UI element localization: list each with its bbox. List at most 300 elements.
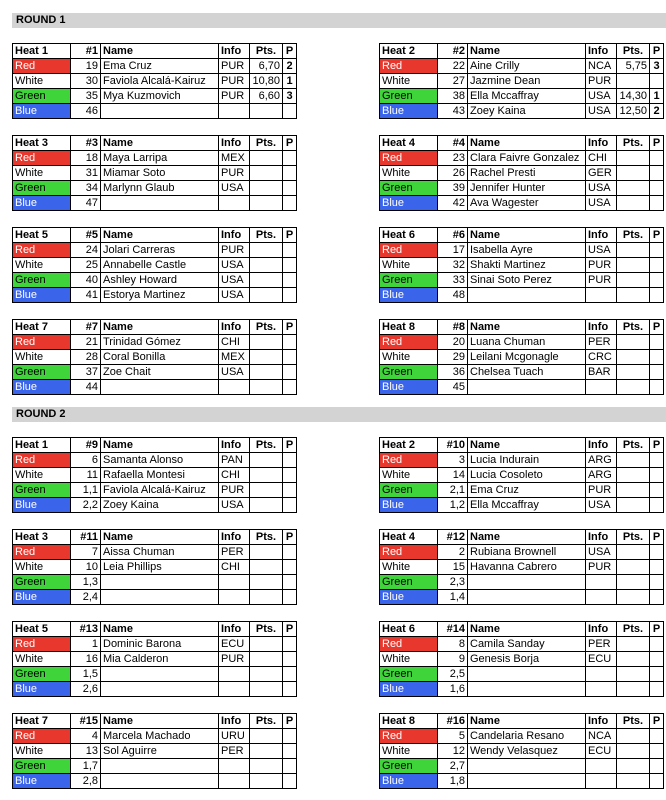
table-row bbox=[380, 483, 664, 498]
surfer-country: PER bbox=[586, 335, 617, 350]
surfer-name: Dominic Barona bbox=[101, 637, 219, 652]
surfer-name: Rachel Presti bbox=[468, 166, 586, 181]
jersey-color: White bbox=[13, 560, 71, 575]
jersey-color: Blue bbox=[13, 380, 71, 395]
surfer-place: 3 bbox=[283, 89, 297, 104]
jersey-color: Red bbox=[13, 729, 71, 744]
jersey-color: Green bbox=[13, 575, 71, 590]
surfer-name: Aissa Chuman bbox=[101, 545, 219, 560]
surfer-place bbox=[650, 637, 664, 652]
jersey-color: Red bbox=[380, 59, 438, 74]
table-row bbox=[13, 89, 297, 104]
surfer-points bbox=[250, 196, 283, 211]
surfer-name: Trinidad Gómez bbox=[101, 335, 219, 350]
info-header: Info bbox=[586, 622, 617, 637]
surfer-number: 2,8 bbox=[71, 774, 101, 789]
table-row bbox=[380, 590, 664, 605]
info-header: Info bbox=[586, 714, 617, 729]
surfer-points bbox=[250, 498, 283, 513]
points-header: Pts. bbox=[250, 530, 283, 545]
surfer-number: 1,6 bbox=[438, 682, 468, 697]
surfer-name: Zoey Kaina bbox=[468, 104, 586, 119]
surfer-points bbox=[617, 468, 650, 483]
surfer-country: PUR bbox=[586, 560, 617, 575]
surfer-number: 41 bbox=[71, 288, 101, 303]
surfer-points bbox=[250, 335, 283, 350]
surfer-number: 2,6 bbox=[71, 682, 101, 697]
surfer-points bbox=[617, 637, 650, 652]
surfer-country: ARG bbox=[586, 453, 617, 468]
surfer-points bbox=[617, 335, 650, 350]
surfer-country: USA bbox=[219, 273, 250, 288]
table-row bbox=[13, 652, 297, 667]
surfer-points bbox=[250, 243, 283, 258]
surfer-country: GER bbox=[586, 166, 617, 181]
surfer-country: USA bbox=[586, 89, 617, 104]
heat-label: Heat 2 bbox=[380, 44, 438, 59]
surfer-number: 43 bbox=[438, 104, 468, 119]
jersey-color: Green bbox=[13, 759, 71, 774]
table-row bbox=[13, 380, 297, 395]
jersey-color: White bbox=[13, 258, 71, 273]
surfer-name: Annabelle Castle bbox=[101, 258, 219, 273]
heat-number: #4 bbox=[438, 136, 468, 151]
surfer-number: 2,5 bbox=[438, 667, 468, 682]
surfer-place bbox=[650, 774, 664, 789]
surfer-number: 39 bbox=[438, 181, 468, 196]
surfer-country: BAR bbox=[586, 365, 617, 380]
heat-label: Heat 3 bbox=[13, 530, 71, 545]
surfer-place bbox=[650, 151, 664, 166]
surfer-name: Marlynn Glaub bbox=[101, 181, 219, 196]
surfer-place bbox=[283, 667, 297, 682]
place-header: P bbox=[650, 136, 664, 151]
heat-header-row bbox=[13, 136, 297, 151]
surfer-name: Zoe Chait bbox=[101, 365, 219, 380]
surfer-country: PUR bbox=[219, 166, 250, 181]
heat-header-row bbox=[13, 530, 297, 545]
surfer-points bbox=[250, 166, 283, 181]
jersey-color: Red bbox=[13, 243, 71, 258]
surfer-points bbox=[617, 166, 650, 181]
surfer-place bbox=[650, 560, 664, 575]
surfer-points bbox=[250, 682, 283, 697]
heat-label: Heat 6 bbox=[380, 622, 438, 637]
heat-table bbox=[12, 227, 297, 303]
surfer-points: 6,70 bbox=[250, 59, 283, 74]
info-header: Info bbox=[219, 622, 250, 637]
surfer-points bbox=[250, 545, 283, 560]
surfer-name: Lucia Cosoleto bbox=[468, 468, 586, 483]
surfer-number: 24 bbox=[71, 243, 101, 258]
place-header: P bbox=[650, 320, 664, 335]
surfer-place bbox=[650, 759, 664, 774]
heat-table bbox=[12, 43, 297, 119]
surfer-number: 3 bbox=[438, 453, 468, 468]
jersey-color: Green bbox=[13, 365, 71, 380]
jersey-color: White bbox=[380, 74, 438, 89]
jersey-color: Green bbox=[13, 89, 71, 104]
surfer-place bbox=[283, 483, 297, 498]
surfer-country: USA bbox=[586, 104, 617, 119]
surfer-country bbox=[219, 759, 250, 774]
surfer-number: 40 bbox=[71, 273, 101, 288]
points-header: Pts. bbox=[617, 320, 650, 335]
surfer-number: 23 bbox=[438, 151, 468, 166]
surfer-number: 34 bbox=[71, 181, 101, 196]
jersey-color: Green bbox=[380, 181, 438, 196]
table-row bbox=[380, 652, 664, 667]
surfer-name bbox=[101, 682, 219, 697]
heat-label: Heat 1 bbox=[13, 438, 71, 453]
info-header: Info bbox=[219, 320, 250, 335]
jersey-color: Blue bbox=[380, 682, 438, 697]
surfer-number: 28 bbox=[71, 350, 101, 365]
surfer-points bbox=[617, 759, 650, 774]
surfer-number: 38 bbox=[438, 89, 468, 104]
surfer-country: PUR bbox=[219, 74, 250, 89]
surfer-points bbox=[250, 468, 283, 483]
table-row bbox=[380, 89, 664, 104]
table-row bbox=[13, 468, 297, 483]
points-header: Pts. bbox=[617, 44, 650, 59]
name-header: Name bbox=[101, 530, 219, 545]
surfer-name: Coral Bonilla bbox=[101, 350, 219, 365]
surfer-points: 10,80 bbox=[250, 74, 283, 89]
surfer-name: Ava Wagester bbox=[468, 196, 586, 211]
surfer-points bbox=[617, 151, 650, 166]
surfer-points bbox=[617, 380, 650, 395]
surfer-place bbox=[283, 166, 297, 181]
surfer-country: PAN bbox=[219, 453, 250, 468]
jersey-color: Green bbox=[380, 365, 438, 380]
surfer-points bbox=[250, 350, 283, 365]
surfer-name bbox=[468, 288, 586, 303]
table-row bbox=[13, 288, 297, 303]
surfer-number: 2,3 bbox=[438, 575, 468, 590]
surfer-number: 2,1 bbox=[438, 483, 468, 498]
heat-table bbox=[12, 713, 297, 789]
surfer-points bbox=[250, 273, 283, 288]
table-row bbox=[380, 759, 664, 774]
surfer-name: Leia Phillips bbox=[101, 560, 219, 575]
surfer-country bbox=[219, 196, 250, 211]
surfer-name bbox=[468, 759, 586, 774]
surfer-place bbox=[283, 652, 297, 667]
surfer-country: PUR bbox=[219, 89, 250, 104]
surfer-country: CRC bbox=[586, 350, 617, 365]
jersey-color: Blue bbox=[13, 682, 71, 697]
heat-number: #2 bbox=[438, 44, 468, 59]
heat-label: Heat 8 bbox=[380, 714, 438, 729]
heat-label: Heat 5 bbox=[13, 228, 71, 243]
surfer-place bbox=[650, 744, 664, 759]
surfer-name: Aine Crilly bbox=[468, 59, 586, 74]
surfer-number: 27 bbox=[438, 74, 468, 89]
name-header: Name bbox=[101, 622, 219, 637]
surfer-name: Shakti Martinez bbox=[468, 258, 586, 273]
surfer-name: Ella Mccaffray bbox=[468, 89, 586, 104]
jersey-color: Red bbox=[13, 335, 71, 350]
table-row bbox=[380, 682, 664, 697]
surfer-country: USA bbox=[219, 181, 250, 196]
heat-number: #15 bbox=[71, 714, 101, 729]
table-row bbox=[380, 151, 664, 166]
heat-header-row bbox=[380, 530, 664, 545]
heat-header-row bbox=[13, 714, 297, 729]
surfer-number: 11 bbox=[71, 468, 101, 483]
table-row bbox=[13, 350, 297, 365]
jersey-color: Red bbox=[380, 545, 438, 560]
heat-table bbox=[379, 529, 664, 605]
surfer-number: 46 bbox=[71, 104, 101, 119]
surfer-name: Camila Sanday bbox=[468, 637, 586, 652]
table-row bbox=[13, 637, 297, 652]
name-header: Name bbox=[101, 714, 219, 729]
surfer-number: 1,4 bbox=[438, 590, 468, 605]
surfer-name bbox=[101, 667, 219, 682]
heat-label: Heat 7 bbox=[13, 320, 71, 335]
jersey-color: White bbox=[13, 468, 71, 483]
surfer-points bbox=[250, 104, 283, 119]
table-row bbox=[13, 453, 297, 468]
surfer-points bbox=[617, 181, 650, 196]
table-row bbox=[380, 166, 664, 181]
surfer-place bbox=[650, 468, 664, 483]
surfer-country: CHI bbox=[219, 560, 250, 575]
surfer-country: PUR bbox=[586, 74, 617, 89]
table-row bbox=[380, 575, 664, 590]
jersey-color: Red bbox=[380, 729, 438, 744]
surfer-country: PUR bbox=[586, 258, 617, 273]
table-row bbox=[13, 483, 297, 498]
heat-number: #16 bbox=[438, 714, 468, 729]
jersey-color: Blue bbox=[13, 196, 71, 211]
table-row bbox=[380, 243, 664, 258]
name-header: Name bbox=[468, 136, 586, 151]
surfer-country: PER bbox=[586, 637, 617, 652]
table-row bbox=[13, 498, 297, 513]
table-row bbox=[380, 365, 664, 380]
surfer-points bbox=[250, 667, 283, 682]
surfer-country bbox=[586, 682, 617, 697]
surfer-name: Chelsea Tuach bbox=[468, 365, 586, 380]
surfer-place bbox=[650, 288, 664, 303]
surfer-number: 1 bbox=[71, 637, 101, 652]
surfer-name: Ema Cruz bbox=[101, 59, 219, 74]
heat-number: #1 bbox=[71, 44, 101, 59]
surfer-place bbox=[283, 350, 297, 365]
surfer-number: 4 bbox=[71, 729, 101, 744]
surfer-number: 13 bbox=[71, 744, 101, 759]
surfer-place bbox=[650, 243, 664, 258]
surfer-points bbox=[617, 560, 650, 575]
surfer-name: Isabella Ayre bbox=[468, 243, 586, 258]
jersey-color: White bbox=[380, 350, 438, 365]
surfer-place bbox=[283, 468, 297, 483]
table-row bbox=[13, 682, 297, 697]
surfer-name bbox=[468, 682, 586, 697]
surfer-name: Lucia Indurain bbox=[468, 453, 586, 468]
place-header: P bbox=[650, 530, 664, 545]
heat-label: Heat 8 bbox=[380, 320, 438, 335]
surfer-name: Maya Larripa bbox=[101, 151, 219, 166]
surfer-country: ARG bbox=[586, 468, 617, 483]
surfer-number: 22 bbox=[438, 59, 468, 74]
surfer-country: USA bbox=[586, 545, 617, 560]
surfer-country: PUR bbox=[219, 59, 250, 74]
place-header: P bbox=[650, 714, 664, 729]
jersey-color: Green bbox=[380, 483, 438, 498]
table-row bbox=[13, 166, 297, 181]
surfer-place bbox=[283, 744, 297, 759]
surfer-place bbox=[650, 74, 664, 89]
place-header: P bbox=[283, 320, 297, 335]
table-row bbox=[380, 774, 664, 789]
surfer-points bbox=[617, 273, 650, 288]
surfer-place bbox=[650, 545, 664, 560]
surfer-number: 30 bbox=[71, 74, 101, 89]
table-row bbox=[380, 545, 664, 560]
surfer-place bbox=[650, 196, 664, 211]
surfer-number: 1,3 bbox=[71, 575, 101, 590]
surfer-country: NCA bbox=[586, 59, 617, 74]
table-row bbox=[13, 74, 297, 89]
table-row bbox=[380, 288, 664, 303]
surfer-name: Wendy Velasquez bbox=[468, 744, 586, 759]
surfer-country bbox=[586, 590, 617, 605]
surfer-number: 32 bbox=[438, 258, 468, 273]
heat-number: #10 bbox=[438, 438, 468, 453]
surfer-name: Ashley Howard bbox=[101, 273, 219, 288]
surfer-name bbox=[101, 774, 219, 789]
surfer-place bbox=[650, 166, 664, 181]
surfer-points bbox=[617, 453, 650, 468]
jersey-color: Blue bbox=[380, 498, 438, 513]
surfer-name: Mya Kuzmovich bbox=[101, 89, 219, 104]
surfer-place bbox=[283, 545, 297, 560]
surfer-country: ECU bbox=[586, 744, 617, 759]
surfer-number: 15 bbox=[438, 560, 468, 575]
surfer-place bbox=[650, 258, 664, 273]
heat-header-row bbox=[380, 228, 664, 243]
surfer-number: 26 bbox=[438, 166, 468, 181]
surfer-place: 1 bbox=[650, 89, 664, 104]
surfer-country: ECU bbox=[586, 652, 617, 667]
jersey-color: Blue bbox=[380, 196, 438, 211]
surfer-place bbox=[283, 637, 297, 652]
surfer-points bbox=[617, 288, 650, 303]
surfer-place bbox=[650, 575, 664, 590]
surfer-place bbox=[650, 273, 664, 288]
info-header: Info bbox=[219, 530, 250, 545]
jersey-color: White bbox=[13, 74, 71, 89]
surfer-place bbox=[283, 774, 297, 789]
surfer-name bbox=[101, 104, 219, 119]
surfer-country bbox=[586, 575, 617, 590]
surfer-name: Jennifer Hunter bbox=[468, 181, 586, 196]
jersey-color: Green bbox=[13, 181, 71, 196]
heat-table bbox=[379, 437, 664, 513]
surfer-points bbox=[617, 258, 650, 273]
info-header: Info bbox=[586, 136, 617, 151]
surfer-name bbox=[468, 380, 586, 395]
surfer-country: NCA bbox=[586, 729, 617, 744]
jersey-color: White bbox=[13, 350, 71, 365]
surfer-points bbox=[617, 243, 650, 258]
surfer-number: 47 bbox=[71, 196, 101, 211]
surfer-place bbox=[650, 453, 664, 468]
surfer-country: USA bbox=[219, 365, 250, 380]
info-header: Info bbox=[586, 530, 617, 545]
surfer-points: 6,60 bbox=[250, 89, 283, 104]
surfer-number: 6 bbox=[71, 453, 101, 468]
surfer-country bbox=[586, 759, 617, 774]
surfer-points bbox=[250, 258, 283, 273]
heat-header-row bbox=[13, 438, 297, 453]
table-row bbox=[380, 637, 664, 652]
place-header: P bbox=[283, 136, 297, 151]
heat-header-row bbox=[380, 44, 664, 59]
surfer-place bbox=[283, 335, 297, 350]
table-row bbox=[380, 380, 664, 395]
place-header: P bbox=[650, 438, 664, 453]
surfer-place bbox=[650, 729, 664, 744]
surfer-number: 45 bbox=[438, 380, 468, 395]
surfer-place bbox=[283, 365, 297, 380]
surfer-country: PUR bbox=[219, 652, 250, 667]
surfer-number: 48 bbox=[438, 288, 468, 303]
surfer-points bbox=[250, 453, 283, 468]
surfer-country: URU bbox=[219, 729, 250, 744]
jersey-color: Blue bbox=[13, 498, 71, 513]
name-header: Name bbox=[468, 44, 586, 59]
surfer-place bbox=[283, 759, 297, 774]
surfer-country bbox=[219, 380, 250, 395]
points-header: Pts. bbox=[250, 714, 283, 729]
info-header: Info bbox=[219, 228, 250, 243]
surfer-points bbox=[250, 759, 283, 774]
surfer-place bbox=[650, 483, 664, 498]
surfer-place bbox=[283, 380, 297, 395]
place-header: P bbox=[650, 228, 664, 243]
surfer-points bbox=[617, 682, 650, 697]
surfer-number: 37 bbox=[71, 365, 101, 380]
surfer-name: Faviola Alcalá-Kairuz bbox=[101, 483, 219, 498]
surfer-name: Sinai Soto Perez bbox=[468, 273, 586, 288]
name-header: Name bbox=[101, 320, 219, 335]
jersey-color: Red bbox=[380, 151, 438, 166]
surfer-number: 20 bbox=[438, 335, 468, 350]
surfer-number: 1,8 bbox=[438, 774, 468, 789]
surfer-name: Jolari Carreras bbox=[101, 243, 219, 258]
surfer-number: 21 bbox=[71, 335, 101, 350]
jersey-color: White bbox=[380, 258, 438, 273]
jersey-color: White bbox=[13, 652, 71, 667]
points-header: Pts. bbox=[617, 714, 650, 729]
surfer-name bbox=[101, 196, 219, 211]
round-title: ROUND 1 bbox=[12, 13, 666, 28]
jersey-color: Red bbox=[13, 453, 71, 468]
jersey-color: Red bbox=[13, 637, 71, 652]
table-row bbox=[13, 575, 297, 590]
surfer-place bbox=[283, 682, 297, 697]
heat-table bbox=[379, 43, 664, 119]
surfer-place bbox=[283, 151, 297, 166]
surfer-points bbox=[617, 652, 650, 667]
surfer-place bbox=[283, 258, 297, 273]
surfer-place bbox=[283, 590, 297, 605]
